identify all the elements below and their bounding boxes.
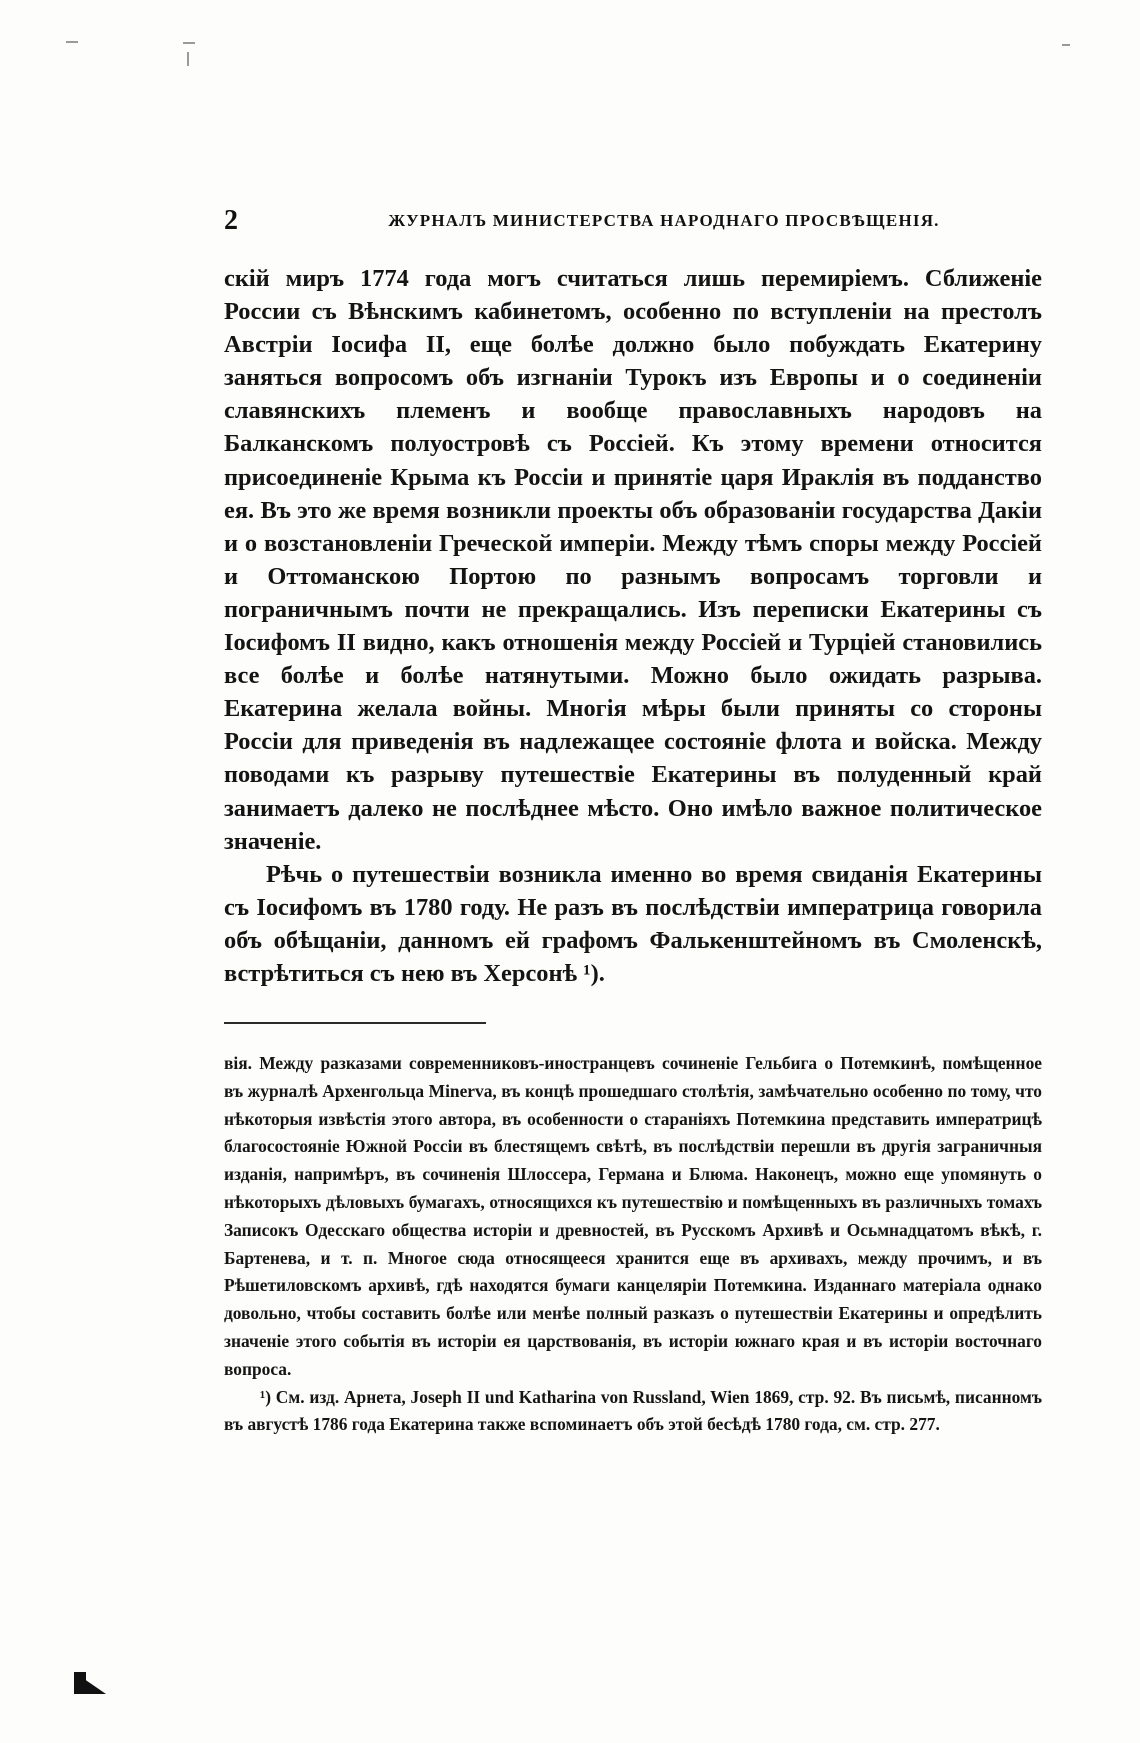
scan-edge-mark-top-left-2 <box>183 42 195 44</box>
page-number: 2 <box>224 205 238 236</box>
main-paragraph-1: скій миръ 1774 года могъ считаться лишь перемиріемъ. Сближеніе России съ Вѣнскимъ кабинетомъ, особенно по вступленіи на престолъ Австріи Іосифа II, еще болѣе должно было побуждать Екатерину заняться вопросомъ объ изгнаніи Турокъ изъ Европы и о соединеніи славянскихъ племенъ и вообще православныхъ народовъ на Балканскомъ полуостровѣ съ Россіей. Къ этому времени относится присоединеніе Крыма къ Россіи и принятіе царя Ираклія въ подданство ея. Въ это же время возникли проекты объ образованіи государства Дакіи и о возстановленіи Греческой имперіи. Между тѣмъ споры между Россіей и Оттоманскою Портою по разнымъ вопросамъ торговли и пограничнымъ почти не прекращались. Изъ переписки Екатерины съ Іосифомъ II видно, какъ отношенія между Россіей и Турціей становились все болѣе и болѣе натянутыми. Можно было ожидать разрыва. Екатерина желала войны. Многія мѣры были приняты со стороны Россіи для приведенія въ надлежащее состояніе флота и войска. Между поводами къ разрыву путешествіе Екатерины въ полуденный край занимаетъ далеко не послѣднее мѣсто. Оно имѣло важное политическое значеніе. <box>224 265 1042 855</box>
scan-edge-mark-top-left <box>66 41 78 43</box>
footnotes <box>224 1050 1042 1439</box>
main-paragraph-2: Рѣчь о путешествіи возникла именно во время свиданія Екатерины съ Іосифомъ въ 1780 году. Не разъ въ послѣдствіи императрица говорила объ обѣщаніи, данномъ ей графомъ Фалькенштейномъ въ Смоленскѣ, встрѣтиться съ нею въ Херсонѣ ¹). <box>224 860 1042 987</box>
scan-edge-mark-top-right <box>1062 44 1070 46</box>
journal-title: ЖУРНАЛЪ МИНИСТЕРСТВА НАРОДНАГО ПРОСВѢЩЕНІЯ. <box>388 211 940 230</box>
main-text <box>224 262 1042 990</box>
footnote-1: ¹) См. изд. Арнета, Joseph II und Katharina von Russland, Wien 1869, стр. 92. Въ письмѣ, писанномъ въ августѣ 1786 года Екатерина также вспоминаетъ объ этой бесѣдѣ 1780 года, см. стр. 277. <box>224 1386 1042 1435</box>
footnote-divider <box>224 1022 486 1024</box>
scan-edge-mark-top-left-3 <box>187 52 189 66</box>
running-head <box>224 205 1044 245</box>
footnote-continuation: вія. Между разказами современниковъ-иностранцевъ сочиненіе Гельбига о Потемкинѣ, помѣщенное въ журналѣ Архенгольца Minerva, въ концѣ прошедшаго столѣтія, замѣчательно особенно по тому, что нѣкоторыя извѣстія этого автора, въ особенности о стараніяхъ Потемкина представить императрицѣ благосостояніе Южной Россіи въ блестящемъ свѣтѣ, въ послѣдствіи перешли въ другія заграничныя изданія, напримѣръ, въ сочиненія Шлоссера, Германа и Блюма. Наконецъ, можно еще упомянуть о нѣкоторыхъ дѣловыхъ бумагахъ, относящихся къ путешествію и помѣщенныхъ въ различныхъ томахъ Записокъ Одесскаго общества исторіи и древностей, въ Русскомъ Архивѣ и Осьмнадцатомъ вѣкѣ, г. Бартенева, и т. п. Многое сюда относящееся хранится еще въ архивахъ, между прочимъ, и въ Рѣшетиловскомъ архивѣ, гдѣ находятся бумаги канцеляріи Потемкина. Изданнаго матеріала однако довольно, чтобы составить болѣе или менѣе полный разказъ о путешествіи Екатерины и опредѣлить значеніе этого событія въ исторіи ея царствованія, въ исторіи южнаго края и въ исторіи восточнаго вопроса. <box>224 1053 1042 1379</box>
scan-corner-block <box>74 1672 86 1694</box>
